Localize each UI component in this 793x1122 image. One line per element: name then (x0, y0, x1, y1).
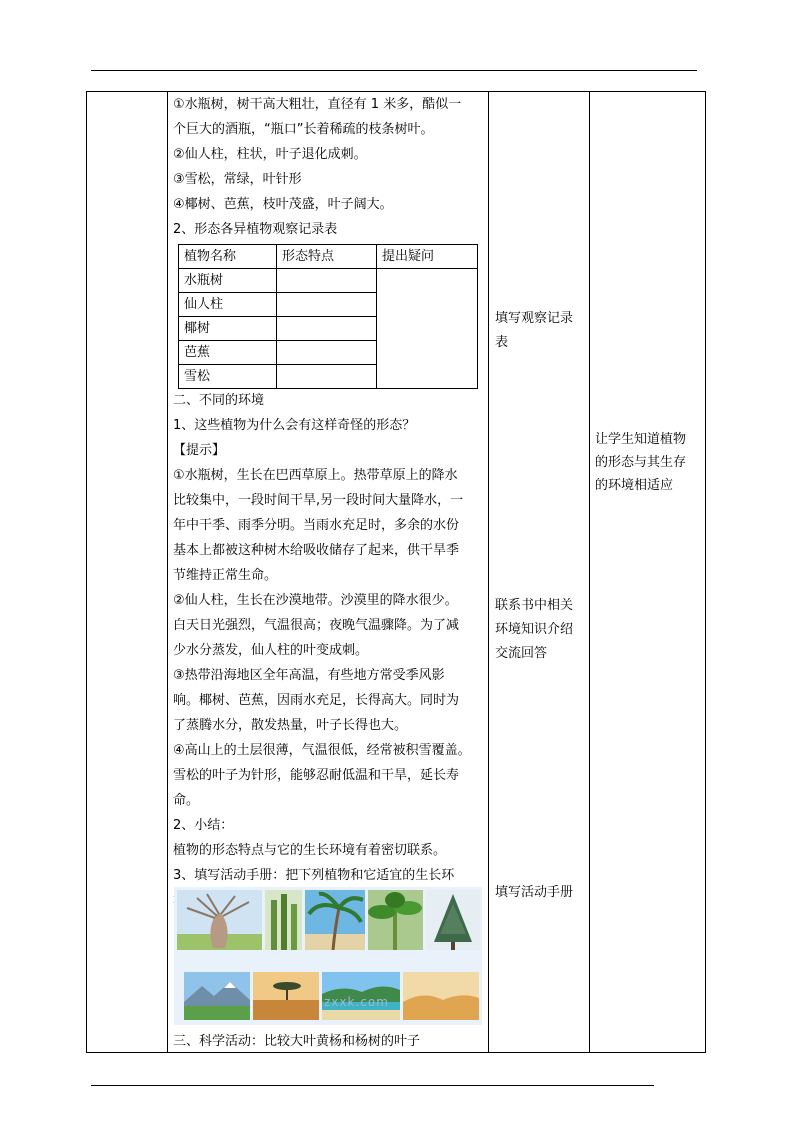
feature-cell (277, 341, 377, 365)
column-divider (167, 92, 168, 1052)
feature-cell (277, 365, 377, 389)
content-line: 个巨大的酒瓶，“瓶口”长着稀疏的枝条树叶。 (173, 122, 434, 137)
content-line: ④高山上的土层很薄，气温很低，经常被积雪覆盖。 (173, 743, 471, 758)
content-line: 少水分蒸发，仙人柱的叶变成刺。 (173, 643, 369, 658)
cedar-tree-photo (426, 890, 480, 950)
table-header: 形态特点 (277, 245, 377, 269)
alpine-habitat-photo (184, 972, 250, 1020)
plant-habitat-photos (174, 887, 482, 1025)
activity-line: 填写活动手册 (495, 885, 574, 900)
watermark: zxxk.com (324, 995, 389, 1009)
content-line: ①水瓶树，树干高大粗壮，直径有 1 米多，酷似一 (173, 97, 462, 112)
content-line: 1、这些植物为什么会有这样奇怪的形态？ (173, 418, 416, 433)
feature-cell (277, 269, 377, 293)
content-line: ②仙人柱，柱状，叶子退化成刺。 (173, 147, 367, 162)
plant-name-cell: 仙人柱 (179, 293, 277, 317)
content-line: ②仙人柱，生长在沙漠地带。沙漠里的降水很少。 (173, 593, 458, 608)
plant-name-cell: 水瓶树 (179, 269, 277, 293)
content-line: 【提示】 (173, 443, 226, 458)
footer-rule (91, 1085, 654, 1086)
activity-line: 表 (495, 335, 509, 350)
banana-plant-photo (368, 890, 423, 950)
table-header: 植物名称 (179, 245, 277, 269)
content-line: ④椰树、芭蕉，枝叶茂盛，叶子阔大。 (173, 197, 393, 212)
lesson-table (86, 91, 706, 1053)
content-line: 命。 (173, 793, 200, 808)
activity-line: 环境知识介绍 (495, 622, 574, 637)
plant-name-cell: 椰树 (179, 317, 277, 341)
coconut-palm-photo (305, 890, 365, 950)
content-line: 年中干季、雨季分明。当雨水充足时，多余的水份 (173, 518, 460, 533)
content-line: 3、填写活动手册：把下列植物和它适宜的生长环 (173, 868, 455, 883)
design-intent (595, 428, 703, 497)
content-line: 植物的形态特点与它的生长环境有着密切联系。 (173, 843, 447, 858)
plant-name-cell: 芭蕉 (179, 341, 277, 365)
content-line: 雪松的叶子为针形，能够忍耐低温和干旱，延长寿 (173, 768, 460, 783)
student-activity-fill-record (495, 307, 591, 355)
question-cell (377, 269, 478, 389)
column-divider (589, 92, 590, 1052)
activity-line: 交流回答 (495, 646, 548, 661)
savanna-habitat-photo (253, 972, 319, 1020)
content-line: 2、形态各异植物观察记录表 (173, 222, 338, 237)
section-heading: 二、不同的环境 (173, 393, 265, 408)
bottle-tree-photo (177, 890, 262, 950)
intent-line: 的环境相适应 (595, 478, 674, 493)
observation-record-table (178, 244, 478, 389)
plant-name-cell: 雪松 (179, 365, 277, 389)
activity-line: 联系书中相关 (495, 598, 574, 613)
intent-line: 的形态与其生存 (595, 455, 687, 470)
content-line: ③雪松，常绿，叶针形 (173, 172, 302, 187)
content-line: 响。椰树、芭蕉，因雨水充足，长得高大。同时为 (173, 693, 460, 708)
feature-cell (277, 317, 377, 341)
content-line: 了蒸腾水分，散发热量，叶子长得也大。 (173, 718, 408, 733)
content-line: 白天日光强烈，气温很高；夜晚气温骤降。为了减 (173, 618, 460, 633)
student-activity-handbook (495, 881, 591, 905)
table-header: 提出疑问 (377, 245, 478, 269)
content-line: 节维持正常生命。 (173, 568, 278, 583)
desert-habitat-photo (403, 972, 479, 1020)
activity-line: 填写观察记录 (495, 311, 574, 326)
section-heading: 三、科学活动：比较大叶黄杨和杨树的叶子 (173, 1034, 421, 1049)
intent-line: 让学生知道植物 (595, 432, 687, 447)
feature-cell (277, 293, 377, 317)
content-line: ①水瓶树，生长在巴西草原上。热带草原上的降水 (173, 468, 458, 483)
teaching-content (173, 92, 489, 913)
student-activity-discuss (495, 594, 591, 666)
table-header-row (179, 245, 478, 269)
table-row (179, 269, 478, 293)
content-line: 比较集中，一段时间干旱,另一段时间大量降水，一 (173, 493, 464, 508)
cactus-photo (265, 890, 302, 950)
content-line: ③热带沿海地区全年高温，有些地方常受季风影 (173, 668, 445, 683)
content-line: 基本上都被这种树木给吸收储存了起来，供干旱季 (173, 543, 460, 558)
header-rule (91, 70, 697, 71)
content-line: 2、小结： (173, 818, 234, 833)
